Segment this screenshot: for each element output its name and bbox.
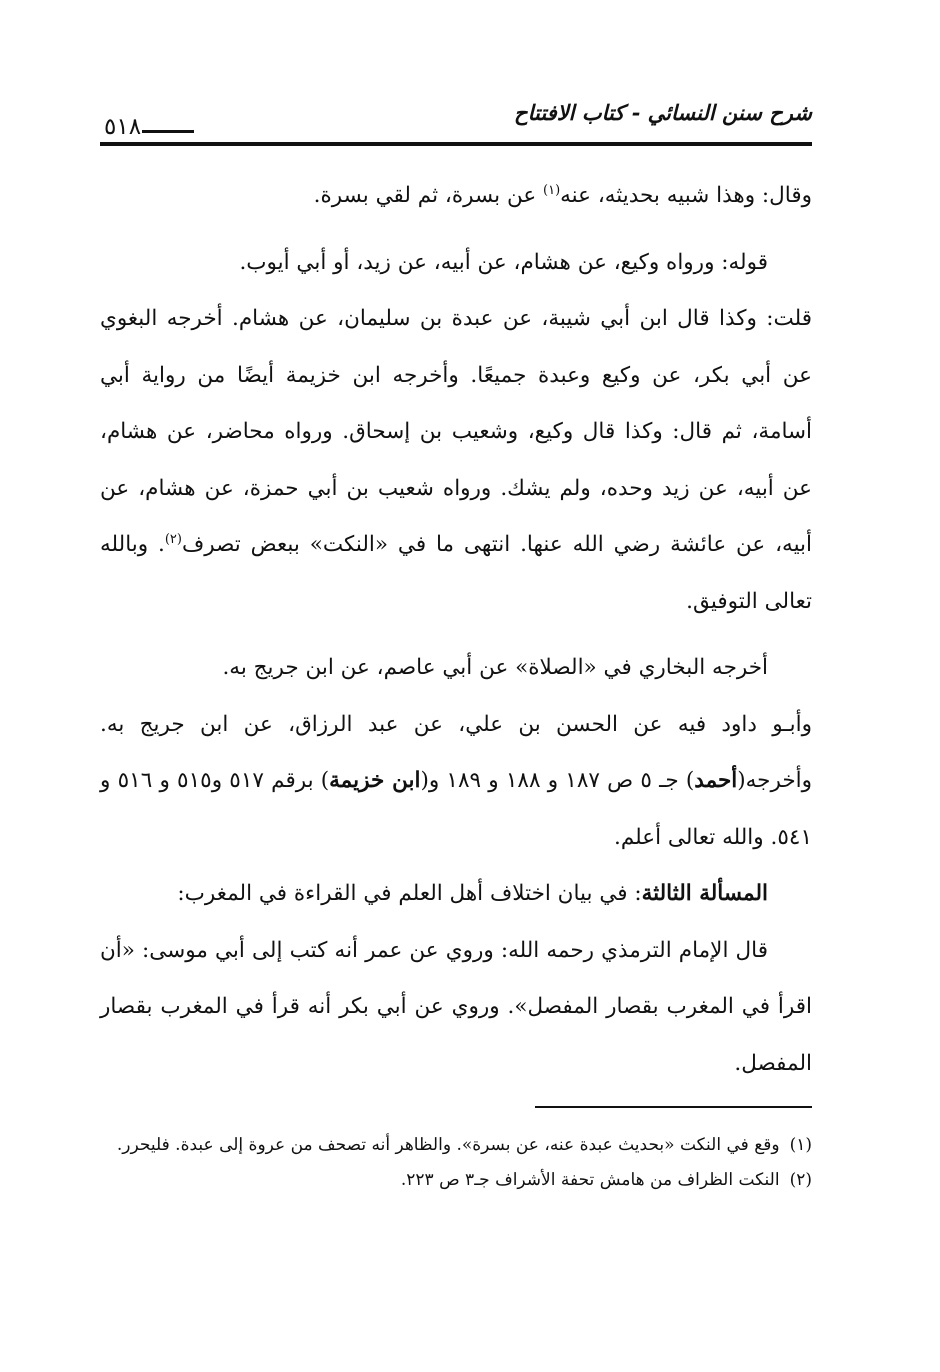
paragraph-5 [100, 697, 812, 867]
paragraph-5-bold-ibn-khuzaima: ابن خزيمة [329, 768, 421, 793]
paragraph-5-text-b: ) جـ ٥ ص ١٨٧ و ١٨٨ و ١٨٩ و( [420, 768, 695, 793]
main-text [100, 168, 812, 1092]
paragraph-3-text-a: قلت: وكذا قال ابن أبي شيبة، عن عبدة بن سليمان، عن هشام. أخرجه البغوي عن أبي بكر، عن وكيع وعبدة جميعًا. وأخرجه ابن خزيمة أيضًا من رواية أبي أسامة، ثم قال: وكذا قال وكيع، وشعيب بن إسحاق. ورواه محاضر، عن هشام، عن أبيه، عن زيد وحده، ولم يشك. ورواه شعيب بن أبي حمزة، عن هشام، عن أبيه، عن عائشة رضي الله عنها. انتهى ما في «النكت» ببعض تصرف [100, 306, 813, 557]
footnote-2-marker: (٢) [789, 1170, 812, 1190]
paragraph-1-text-a: وقال: وهذا شبيه بحديثه، عنه [560, 183, 812, 208]
running-title: شرح سنن النسائي - كتاب الافتتاح [514, 100, 812, 125]
section-heading: المسألة الثالثة [641, 881, 768, 906]
paragraph-1-text-b: عن بسرة، ثم لقي بسرة. [313, 183, 544, 208]
footnote-separator [535, 1106, 812, 1108]
paragraph-5-bold-ahmad: أحمد [694, 768, 738, 793]
page-header [100, 92, 812, 152]
footnote-1-text: وقع في النكت «بحديث عبدة عنه، عن بسرة». والظاهر أنه تصحف من عروة إلى عبدة. فليحرر. [116, 1135, 780, 1155]
paragraph-5-text-c: ) برقم ٥١٧ و٥١٥ و ٥١٦ و ٥٤١. والله تعالى أعلم. [100, 768, 812, 850]
paragraph-2: قوله: ورواه وكيع، عن هشام، عن أبيه، عن زيد، أو أبي أيوب. [239, 249, 768, 275]
footnote-2 [100, 1163, 812, 1198]
paragraph-3-text-b: . وبالله تعالى التوفيق. [100, 532, 812, 614]
page-number: ٥١٨ [104, 114, 142, 140]
footnote-2-text: النكت الظراف من هامش تحفة الأشراف جـ٣ ص ٢٢٣. [400, 1170, 780, 1190]
paragraph-1 [100, 168, 812, 225]
footnote-ref-1[interactable]: (١) [543, 182, 561, 198]
footnote-1-marker: (١) [789, 1135, 812, 1155]
header-rule [100, 142, 812, 146]
paragraph-5-text-a: وأبـو داود فيه عن الحسن بن علي، عن عبد الرزاق، عن ابن جريج به. وأخرجه( [100, 711, 812, 793]
page-number-dash [142, 130, 194, 133]
section-heading-rest: : في بيان اختلاف أهل العلم في القراءة في المغرب: [177, 881, 642, 906]
paragraph-7: قال الإمام الترمذي رحمه الله: وروي عن عمر أنه كتب إلى أبي موسى: «أن اقرأ في المغرب بقصار المفصل». وروي عن أبي بكر أنه قرأ في المغرب بقصار المفصل. [100, 937, 812, 1076]
paragraph-4: أخرجه البخاري في «الصلاة» عن أبي عاصم، عن ابن جريج به. [222, 655, 768, 680]
paragraph-3 [100, 291, 812, 630]
footnote-1 [100, 1128, 812, 1163]
footnote-ref-2[interactable]: (٢) [164, 531, 182, 547]
paragraph-6 [100, 866, 812, 923]
footnotes [100, 1128, 812, 1198]
